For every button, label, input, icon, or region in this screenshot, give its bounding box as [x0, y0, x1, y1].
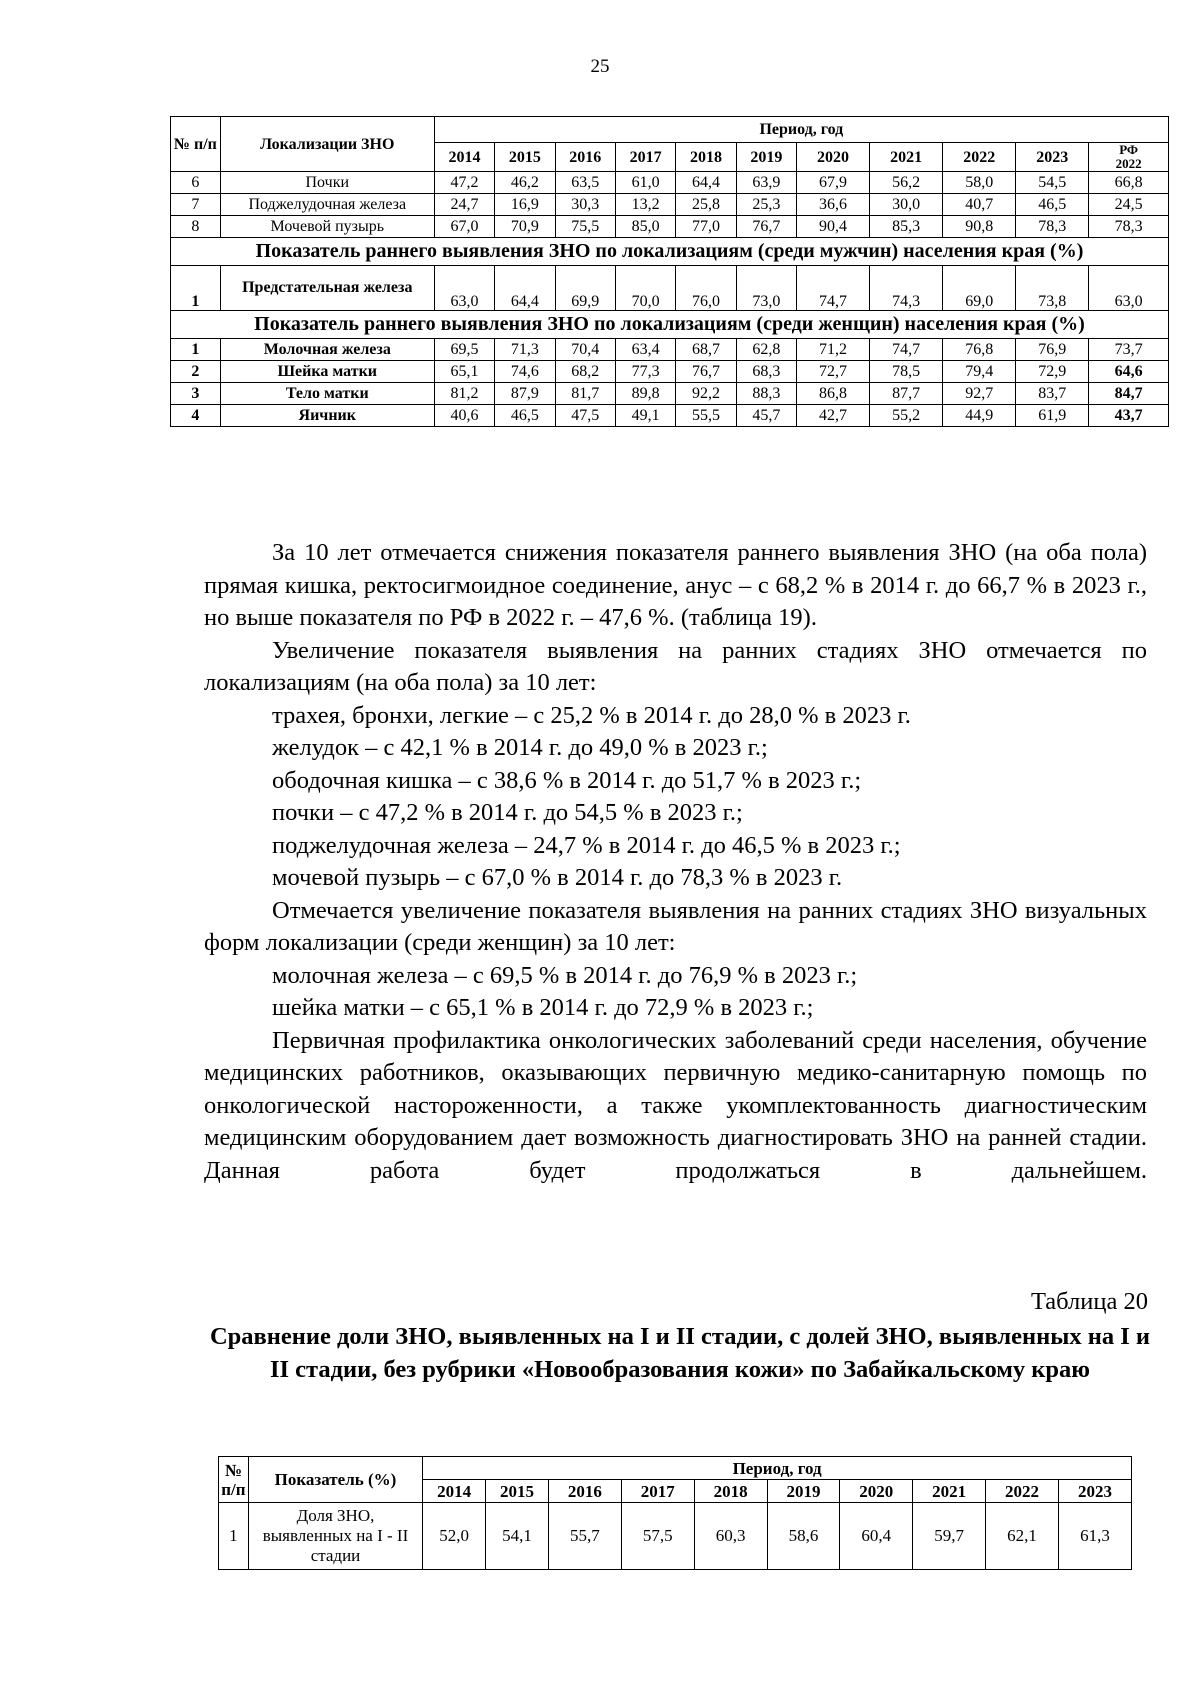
row-value: 45,7	[736, 405, 796, 427]
year-header: 2023	[1016, 143, 1089, 172]
row-number: 6	[171, 172, 221, 194]
row-value: 70,4	[555, 339, 615, 361]
table-row	[171, 266, 1169, 311]
row-value: 55,2	[870, 405, 943, 427]
year-header: 2021	[913, 1480, 986, 1503]
row-value: 47,5	[555, 405, 615, 427]
row-indicator: Доля ЗНО, выявленных на I - II стадии	[248, 1503, 422, 1570]
row-value: 40,6	[434, 405, 494, 427]
row-value: 49,1	[615, 405, 675, 427]
row-value: 75,5	[555, 216, 615, 238]
table-row	[171, 361, 1169, 383]
row-number: 1	[171, 339, 221, 361]
year-header: 2017	[615, 143, 675, 172]
row-value: 67,0	[434, 216, 494, 238]
row-value: 92,2	[676, 383, 736, 405]
row-value: 64,6	[1089, 361, 1169, 383]
row-value: 78,3	[1089, 216, 1169, 238]
row-value: 60,4	[840, 1503, 913, 1570]
row-value: 55,5	[676, 405, 736, 427]
row-value: 54,5	[1016, 172, 1089, 194]
year-header: 2017	[621, 1480, 694, 1503]
year-header: 2020	[840, 1480, 913, 1503]
year-header: 2022	[943, 143, 1016, 172]
row-value: 85,3	[870, 216, 943, 238]
list-item: трахея, бронхи, легкие – с 25,2 % в 2014 г. до 28,0 % в 2023 г.	[272, 701, 911, 729]
table-title: Сравнение доли ЗНО, выявленных на I и II стадии, с долей ЗНО, выявленных на I и II стадии, без рубрики «Новообразования кожи» по Забайкальскому краю	[209, 1323, 1151, 1383]
row-value: 81,2	[434, 383, 494, 405]
row-localization: Почки	[220, 172, 434, 194]
col-number-header: № п/п	[219, 1457, 249, 1503]
row-number: 3	[171, 383, 221, 405]
row-value: 63,9	[736, 172, 796, 194]
row-localization: Тело матки	[220, 383, 434, 405]
row-value: 67,9	[797, 172, 870, 194]
row-value: 76,9	[1016, 339, 1089, 361]
row-value: 46,2	[495, 172, 555, 194]
row-value: 76,7	[676, 361, 736, 383]
row-value: 89,8	[615, 383, 675, 405]
row-value: 90,4	[797, 216, 870, 238]
list-item: шейка матки – с 65,1 % в 2014 г. до 72,9 % в 2023 г.;	[272, 994, 814, 1021]
row-value: 74,7	[797, 266, 870, 311]
row-value: 42,7	[797, 405, 870, 427]
table-body	[171, 172, 1169, 427]
row-value: 16,9	[495, 194, 555, 216]
table-row	[171, 339, 1169, 361]
row-value: 76,8	[943, 339, 1016, 361]
section-row	[171, 311, 1169, 339]
paragraph: Отмечается увеличение показателя выявления на ранних стадиях ЗНО визуальных форм локализации (среди женщин) за 10 лет:	[204, 896, 1147, 956]
row-value: 63,0	[1089, 266, 1169, 311]
col-indicator-header: Показатель (%)	[248, 1457, 422, 1503]
row-value: 90,8	[943, 216, 1016, 238]
year-header: 2016	[549, 1480, 622, 1503]
row-value: 63,0	[434, 266, 494, 311]
table-body	[219, 1503, 1132, 1570]
row-value: 72,7	[797, 361, 870, 383]
section-row	[171, 238, 1169, 266]
row-value: 24,5	[1089, 194, 1169, 216]
row-value: 30,0	[870, 194, 943, 216]
row-value: 78,5	[870, 361, 943, 383]
row-value: 76,0	[676, 266, 736, 311]
row-value: 24,7	[434, 194, 494, 216]
rf-header	[1089, 143, 1169, 172]
row-value: 68,2	[555, 361, 615, 383]
row-value: 46,5	[495, 405, 555, 427]
list-item: желудок – с 42,1 % в 2014 г. до 49,0 % в 2023 г.;	[272, 734, 768, 761]
row-value: 62,1	[986, 1503, 1059, 1570]
row-localization: Шейка матки	[220, 361, 434, 383]
row-value: 87,9	[495, 383, 555, 405]
row-value: 30,3	[555, 194, 615, 216]
stage-comparison-table	[218, 1456, 1132, 1570]
row-number: 4	[171, 405, 221, 427]
period-header: Период, год	[423, 1457, 1132, 1480]
row-value: 70,9	[495, 216, 555, 238]
row-value: 74,6	[495, 361, 555, 383]
year-header: 2016	[555, 143, 615, 172]
row-value: 73,7	[1089, 339, 1169, 361]
year-header: 2018	[676, 143, 736, 172]
row-value: 25,8	[676, 194, 736, 216]
row-value: 73,8	[1016, 266, 1089, 311]
list-item: ободочная кишка – с 38,6 % в 2014 г. до 51,7 % в 2023 г.;	[272, 766, 862, 794]
year-header: 2018	[694, 1480, 767, 1503]
row-value: 87,7	[870, 383, 943, 405]
row-value: 79,4	[943, 361, 1016, 383]
page-number: 25	[590, 56, 610, 77]
row-value: 77,3	[615, 361, 675, 383]
row-value: 70,0	[615, 266, 675, 311]
bullet-list	[204, 960, 1147, 1025]
row-value: 68,7	[676, 339, 736, 361]
row-value: 74,7	[870, 339, 943, 361]
row-value: 59,7	[913, 1503, 986, 1570]
row-value: 92,7	[943, 383, 1016, 405]
row-value: 69,9	[555, 266, 615, 311]
row-value: 61,0	[615, 172, 675, 194]
row-number: 7	[171, 194, 221, 216]
row-value: 57,5	[621, 1503, 694, 1570]
row-value: 13,2	[615, 194, 675, 216]
table-row	[171, 194, 1169, 216]
table-label: Таблица 20	[1030, 1288, 1148, 1315]
row-value: 25,3	[736, 194, 796, 216]
row-value: 74,3	[870, 266, 943, 311]
year-header: 2015	[486, 1480, 549, 1503]
row-value: 54,1	[486, 1503, 549, 1570]
row-value: 40,7	[943, 194, 1016, 216]
section-title: Показатель раннего выявления ЗНО по локализациям (среди женщин) населения края (%)	[171, 311, 1169, 339]
row-number: 2	[171, 361, 221, 383]
year-header: 2019	[767, 1480, 840, 1503]
row-value: 73,0	[736, 266, 796, 311]
row-number: 8	[171, 216, 221, 238]
row-value: 46,5	[1016, 194, 1089, 216]
row-value: 36,6	[797, 194, 870, 216]
row-localization: Поджелудочная железа	[220, 194, 434, 216]
row-value: 44,9	[943, 405, 1016, 427]
year-header: 2023	[1058, 1480, 1131, 1503]
row-value: 78,3	[1016, 216, 1089, 238]
row-value: 56,2	[870, 172, 943, 194]
row-number: 1	[219, 1503, 249, 1570]
row-localization: Мочевой пузырь	[220, 216, 434, 238]
section-title: Показатель раннего выявления ЗНО по локализациям (среди мужчин) населения края (%)	[171, 238, 1169, 266]
row-localization: Молочная железа	[220, 339, 434, 361]
row-value: 85,0	[615, 216, 675, 238]
row-value: 63,4	[615, 339, 675, 361]
year-header: 2014	[434, 143, 494, 172]
table-row	[171, 383, 1169, 405]
year-header: 2020	[797, 143, 870, 172]
table-row	[171, 172, 1169, 194]
row-value: 61,3	[1058, 1503, 1131, 1570]
row-value: 58,0	[943, 172, 1016, 194]
list-item: поджелудочная железа – 24,7 % в 2014 г. до 46,5 % в 2023 г.;	[272, 831, 901, 859]
row-value: 52,0	[423, 1503, 486, 1570]
row-value: 71,3	[495, 339, 555, 361]
rf-year: 2022	[1115, 156, 1142, 171]
row-value: 76,7	[736, 216, 796, 238]
year-header: 2021	[870, 143, 943, 172]
early-detection-table	[170, 116, 1169, 427]
row-value: 72,9	[1016, 361, 1089, 383]
row-value: 84,7	[1089, 383, 1169, 405]
year-header: 2015	[495, 143, 555, 172]
period-header: Период, год	[434, 117, 1168, 143]
col-localization-header: Локализации ЗНО	[220, 117, 434, 172]
paragraph: Первичная профилактика онкологических заболеваний среди населения, обучение медицинских работников, оказывающих первичную медико-санитарную помощь по онкологической настороженности, а также укомплектованность диагностическим медицинским оборудованием дает возможность диагностировать ЗНО на ранней стадии. Данная работа будет продолжаться в дальнейшем.	[204, 1026, 1147, 1184]
row-number: 1	[171, 266, 221, 311]
row-value: 83,7	[1016, 383, 1089, 405]
row-value: 71,2	[797, 339, 870, 361]
row-value: 77,0	[676, 216, 736, 238]
row-localization: Яичник	[220, 405, 434, 427]
bullet-list	[204, 700, 1147, 895]
rf-label: РФ	[1119, 142, 1139, 157]
list-item: почки – с 47,2 % в 2014 г. до 54,5 % в 2023 г.;	[272, 799, 743, 826]
list-item: мочевой пузырь – с 67,0 % в 2014 г. до 78,3 % в 2023 г.	[272, 864, 843, 891]
table-row	[219, 1503, 1132, 1570]
row-value: 69,0	[943, 266, 1016, 311]
row-value: 66,8	[1089, 172, 1169, 194]
row-value: 60,3	[694, 1503, 767, 1570]
col-number-header: № п/п	[171, 117, 221, 172]
body-text	[204, 537, 1147, 1187]
list-item: молочная железа – с 69,5 % в 2014 г. до 76,9 % в 2023 г.;	[272, 961, 858, 989]
paragraph: Увеличение показателя выявления на ранних стадиях ЗНО отмечается по локализациям (на оба пола) за 10 лет:	[204, 636, 1147, 696]
row-value: 64,4	[676, 172, 736, 194]
year-header: 2022	[986, 1480, 1059, 1503]
row-value: 63,5	[555, 172, 615, 194]
year-header: 2019	[736, 143, 796, 172]
row-value: 64,4	[495, 266, 555, 311]
year-header: 2014	[423, 1480, 486, 1503]
row-localization: Предстательная железа	[220, 266, 434, 311]
row-value: 68,3	[736, 361, 796, 383]
table-row	[171, 405, 1169, 427]
row-value: 61,9	[1016, 405, 1089, 427]
row-value: 62,8	[736, 339, 796, 361]
row-value: 65,1	[434, 361, 494, 383]
row-value: 47,2	[434, 172, 494, 194]
row-value: 88,3	[736, 383, 796, 405]
paragraph: За 10 лет отмечается снижения показателя раннего выявления ЗНО (на оба пола) прямая кишка, ректосигмоидное соединение, анус – с 68,2 % в 2014 г. до 66,7 % в 2023 г., но выше показателя по РФ в 2022 г. – 47,6 %. (таблица 19).	[204, 539, 1147, 631]
row-value: 55,7	[549, 1503, 622, 1570]
row-value: 43,7	[1089, 405, 1169, 427]
row-value: 86,8	[797, 383, 870, 405]
table-row	[171, 216, 1169, 238]
row-value: 58,6	[767, 1503, 840, 1570]
row-value: 81,7	[555, 383, 615, 405]
row-value: 69,5	[434, 339, 494, 361]
